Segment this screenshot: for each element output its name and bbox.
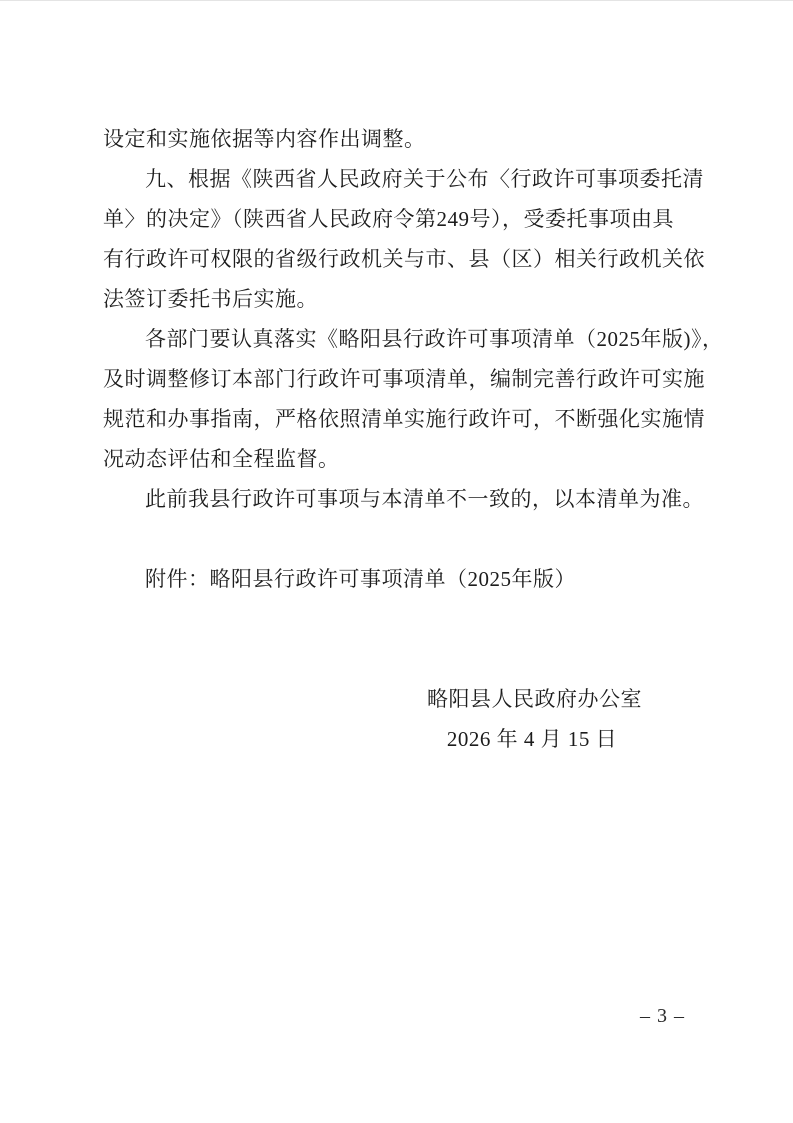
paragraph-supersede <box>103 479 704 519</box>
text-line: 九、根据《陕西省人民政府关于公布〈行政许可事项委托清 <box>145 167 704 191</box>
text-line: 各部门要认真落实《略阳县行政许可事项清单（2025年版)》， <box>145 327 724 351</box>
paragraph-item-nine <box>103 159 705 319</box>
paragraph-continuation <box>103 119 693 159</box>
paragraph-implementation <box>103 319 724 479</box>
text-line: 设定和实施依据等内容作出调整。 <box>103 127 426 151</box>
signature-org: 略阳县人民政府办公室 <box>427 687 642 711</box>
text-line: 及时调整修订本部门行政许可事项清单，编制完善行政许可实施 <box>103 367 705 391</box>
signature-block <box>427 679 642 759</box>
text-line: 单〉的决定》（陕西省人民政府令第249号），受委托事项由具 <box>103 207 674 231</box>
document-body <box>103 119 724 759</box>
text-line: 法签订委托书后实施。 <box>103 287 318 311</box>
text-line: 有行政许可权限的省级行政机关与市、县（区）相关行政机关依 <box>103 247 705 271</box>
attachment-line: 附件：略阳县行政许可事项清单（2025年版） <box>145 567 576 591</box>
text-line: 此前我县行政许可事项与本清单不一致的，以本清单为准。 <box>145 487 704 511</box>
text-line: 况动态评估和全程监督。 <box>103 447 340 471</box>
signature-date: 2026 年 4 月 15 日 <box>446 727 618 751</box>
page-number: – 3 – <box>640 1005 685 1027</box>
text-line: 规范和办事指南，严格依照清单实施行政许可，不断强化实施情 <box>103 407 705 431</box>
